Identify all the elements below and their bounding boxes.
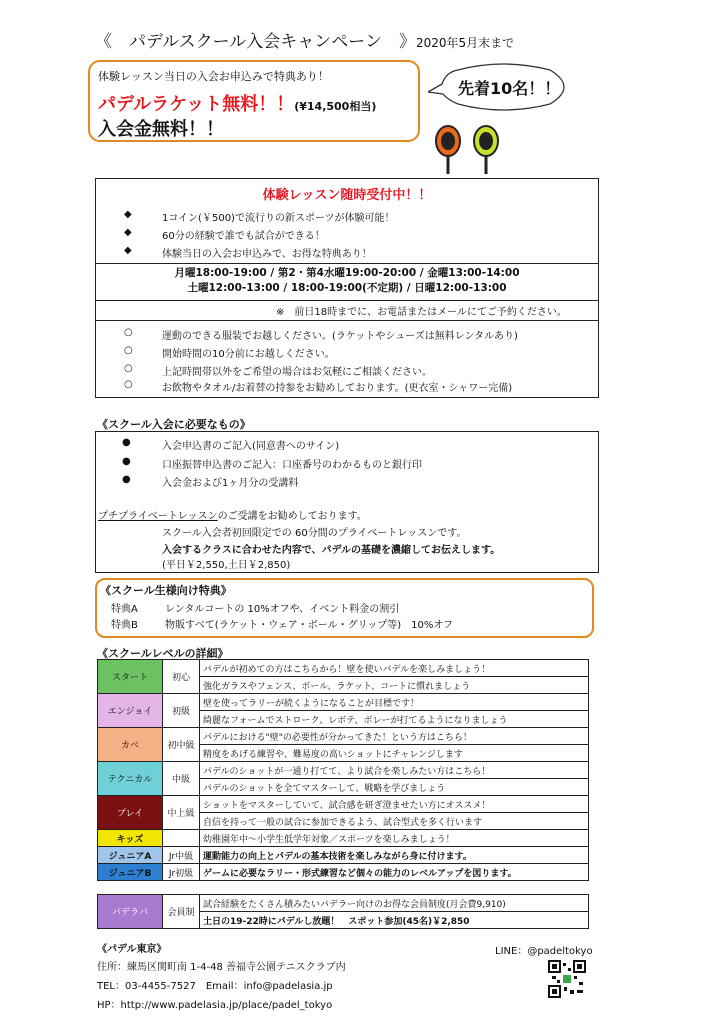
level-name: ジュニアB	[98, 864, 163, 881]
promo-racket-text: パデルラケット無料！！	[98, 94, 295, 115]
trial-note: 運動のできる服装でお越しください。(ラケットやシューズは無料レンタルあり)	[162, 331, 518, 342]
level-name: テクニカル	[98, 762, 163, 796]
first-come-text: 先着10名！！	[458, 79, 561, 98]
required-item: 入会申込書のご記入(同意書へのサイン)	[162, 441, 340, 452]
level-name: キッズ	[98, 830, 163, 847]
level-desc: 幼稚園年中～小学生低学年対象／スポーツを楽しみましょう！	[200, 830, 589, 847]
reservation-note: ※ 前日18時までに、お電話またはメールにてご予約ください。	[276, 307, 567, 318]
speech-bubble	[428, 62, 578, 112]
table-row	[98, 895, 589, 912]
level-desc: パデルが初めての方はこちらから！壁を使いパデルを楽しみましょう！	[200, 660, 589, 677]
table-row	[98, 762, 589, 779]
promo-fee-free: 入会金無料！！	[98, 119, 224, 140]
qr-code-graphic	[548, 960, 586, 998]
lesson-schedule	[96, 263, 598, 301]
circle-bullet-icon: ○	[124, 363, 133, 374]
benefit-text: レンタルコートの 10%オフや、イベント料金の割引	[165, 604, 400, 615]
level-name: カベ	[98, 728, 163, 762]
level-desc: パデルのショットが一通り打てて、より試合を楽しみたい方はこちら！	[200, 762, 589, 779]
membership-desc: 土日の19-22時にパデルし放題！ スポット参加(45名)￥2,850	[200, 912, 589, 929]
level-name: ジュニアA	[98, 847, 163, 864]
level-grade: 初級	[163, 694, 200, 728]
required-heading: 《スクール入会に必要なもの》	[97, 418, 251, 431]
required-box	[95, 431, 599, 573]
required-item: 入会金および1ヶ月分の受講料	[162, 478, 299, 489]
promo-racket-price: (¥14,500相当)	[294, 100, 377, 113]
level-grade: 初中級	[163, 728, 200, 762]
title-text: 《 パデルスクール入会キャンペーン 》	[95, 32, 416, 52]
page-title	[95, 27, 514, 52]
levels-table	[97, 659, 589, 881]
dot-bullet-icon: ●	[122, 437, 131, 448]
homepage-link[interactable]: HP：http://www.padelasia.jp/place/padel_tokyo	[97, 1000, 333, 1011]
trial-note: 開始時間の10分前にお越しください。	[162, 349, 335, 360]
levels-heading: 《スクールレベルの詳細》	[97, 647, 229, 660]
level-name: プレイ	[98, 796, 163, 830]
level-desc: 強化ガラスやフェンス、ボール、ラケット、コートに慣れましょう	[200, 677, 589, 694]
level-name: スタート	[98, 660, 163, 694]
table-row	[98, 660, 589, 677]
table-row	[98, 830, 589, 847]
trial-note: 上記時間帯以外をご希望の場合はお気軽にご相談ください。	[162, 367, 432, 378]
promo-racket-free	[98, 90, 376, 116]
trial-heading: 体験レッスン随時受付中！！	[262, 188, 432, 203]
private-lesson-content: 入会するクラスに合わせた内容で、パデルの基礎を濃縮してお伝えします。	[162, 545, 501, 556]
membership-table	[97, 894, 589, 929]
padel-rackets-image	[430, 124, 504, 176]
benefit-label: 特典A	[111, 604, 138, 615]
circle-bullet-icon: ○	[124, 379, 133, 390]
benefits-heading: 《スクール生様向け特典》	[100, 584, 232, 597]
qr-code-icon[interactable]	[548, 960, 586, 998]
table-row	[98, 728, 589, 745]
divider	[96, 320, 598, 321]
diamond-bullet-icon: ◆	[124, 245, 132, 256]
private-lesson-intro	[98, 507, 367, 522]
membership-desc: 試合経験をたくさん積みたいパデラー向けのお得な会員制度(月会費9,910)	[200, 895, 589, 912]
level-grade: Jr中級	[163, 847, 200, 864]
membership-grade: 会員制	[163, 895, 200, 929]
level-desc: 精度をあげる練習や、難易度の高いショットにチャレンジします	[200, 745, 589, 762]
table-row	[98, 694, 589, 711]
campaign-deadline: 2020年5月末まで	[415, 36, 515, 50]
level-name: エンジョイ	[98, 694, 163, 728]
line-id: LINE：@padeltokyo	[495, 946, 593, 957]
address: 住所：練馬区関町南 1-4-48 善福寺公園テニスクラブ内	[97, 962, 346, 973]
table-row	[98, 847, 589, 864]
level-desc: ゲームに必要なラリー・形式練習など個々の能力のレベルアップを図ります。	[200, 864, 589, 881]
private-lesson-recommend: のご受講をお勧めしております。	[217, 511, 367, 522]
company-name: 《パデル東京》	[97, 944, 167, 955]
level-desc: パデルにおける"壁"の必要性が分かってきた！という方はこちら！	[200, 728, 589, 745]
benefits-box	[95, 578, 594, 638]
trial-note: お飲物やタオル/お着替の持参をお勧めしております。(更衣室・シャワー完備)	[162, 383, 513, 394]
benefit-text: 物販すべて(ラケット・ウェア・ボール・グリップ等) 10%オフ	[165, 620, 454, 631]
level-grade	[163, 830, 200, 847]
level-desc: パデルのショットを全てマスターして、戦略を学びましょう	[200, 779, 589, 796]
schedule-line: 月曜18:00-19:00 / 第2・第4水曜19:00-20:00 / 金曜13:00-14:00	[174, 267, 520, 279]
required-item: 口座振替申込書のご記入：口座番号のわかるものと銀行印	[162, 460, 422, 471]
level-desc: 綺麗なフォームでストローク、レボテ、ボレーが打てるようになりましょう	[200, 711, 589, 728]
trial-bullet: 体験当日の入会お申込みで、お得な特典あり！	[162, 249, 372, 260]
contact: TEL：03-4455-7527 Email：info@padelasia.jp	[97, 981, 333, 992]
level-desc: 自信を持って一般の試合に参加できるよう、試合型式を多く行います	[200, 813, 589, 830]
schedule-line: 土曜12:00-13:00 / 18:00-19:00(不定期) / 日曜12:00-13:00	[187, 282, 507, 294]
level-grade: 初心	[163, 660, 200, 694]
table-row	[98, 796, 589, 813]
diamond-bullet-icon: ◆	[124, 209, 132, 220]
trial-bullet: 60分の経験で誰でも試合ができる！	[162, 231, 325, 242]
circle-bullet-icon: ○	[124, 327, 133, 338]
private-lesson-link[interactable]: プチプライベートレッスン	[98, 511, 218, 522]
diamond-bullet-icon: ◆	[124, 227, 132, 238]
level-grade: 中上級	[163, 796, 200, 830]
promo-box	[88, 60, 420, 142]
trial-lesson-box	[95, 178, 599, 398]
racket-icon	[430, 124, 504, 176]
private-lesson-desc: スクール入会者初回限定での 60分間のプライベートレッスンです。	[162, 528, 467, 539]
table-row	[98, 864, 589, 881]
level-desc: ショットをマスターしていて、試合感を研ぎ澄ませたい方にオススメ！	[200, 796, 589, 813]
promo-intro: 体験レッスン当日の入会お申込みで特典あり！	[98, 70, 329, 83]
private-lesson-price: (平日￥2,550,土日￥2,850)	[162, 560, 291, 571]
trial-bullet: 1コイン(￥500)で流行りの新スポーツが体験可能！	[162, 213, 395, 224]
circle-bullet-icon: ○	[124, 345, 133, 356]
benefit-label: 特典B	[111, 620, 138, 631]
dot-bullet-icon: ●	[122, 456, 131, 467]
dot-bullet-icon: ●	[122, 474, 131, 485]
level-desc: 壁を使ってラリーが続くようになることが目標です！	[200, 694, 589, 711]
level-desc: 運動能力の向上とパデルの基本技術を楽しみながら身に付けます。	[200, 847, 589, 864]
level-grade: 中級	[163, 762, 200, 796]
level-grade: Jr初級	[163, 864, 200, 881]
membership-name: パデラバ	[98, 895, 163, 929]
